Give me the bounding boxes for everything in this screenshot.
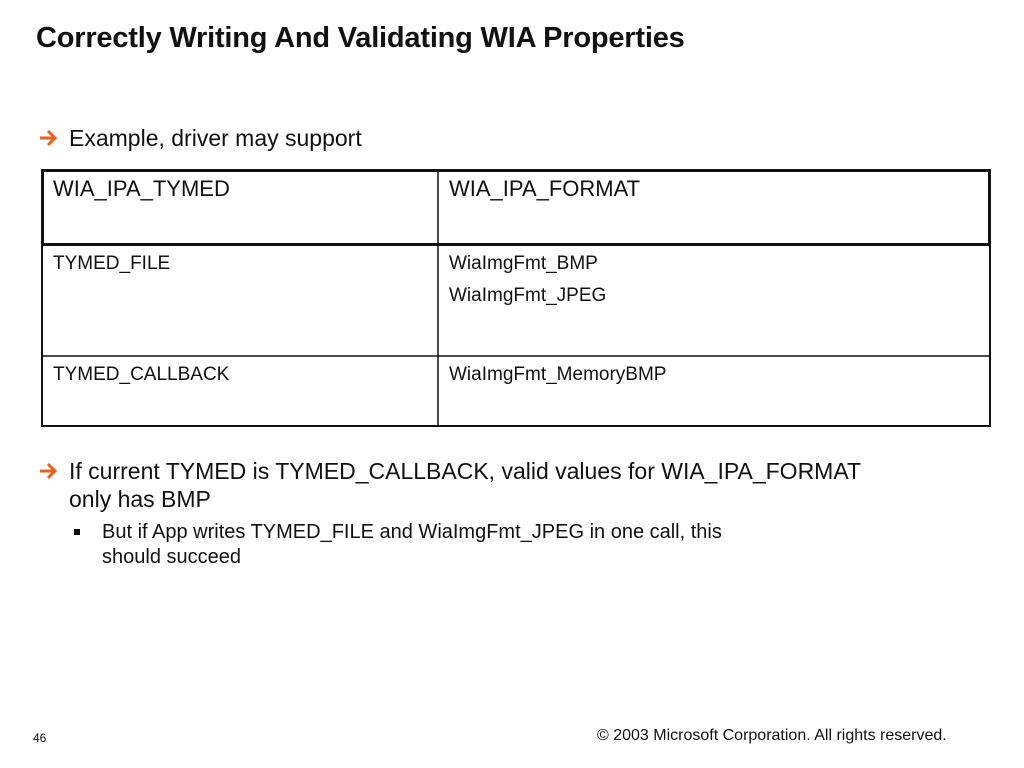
bullet-text-line: If current TYMED is TYMED_CALLBACK, valid values for WIA_IPA_FORMAT [69, 458, 862, 484]
bullet-text-line: only has BMP [69, 486, 211, 512]
table-cell-format: WiaImgFmt_MemoryBMP [449, 364, 667, 385]
bullet-text: Example, driver may support [69, 125, 362, 151]
page-number: 46 [33, 731, 47, 745]
arrow-right-icon [38, 457, 60, 485]
sub-bullet-text-line: But if App writes TYMED_FILE and WiaImgFmt_JPEG in one call, this [102, 521, 722, 543]
table-header-format: WIA_IPA_FORMAT [449, 176, 641, 201]
slide-title: Correctly Writing And Validating WIA Properties [36, 22, 685, 54]
arrow-right-icon [38, 124, 60, 152]
table-cell-tymed: TYMED_CALLBACK [53, 364, 230, 385]
sub-bullet-text-line: should succeed [102, 546, 241, 568]
copyright-notice: © 2003 Microsoft Corporation. All rights reserved. [597, 727, 947, 744]
table-cell-tymed: TYMED_FILE [53, 253, 171, 274]
square-bullet-icon [74, 529, 80, 535]
properties-table [41, 169, 991, 427]
table-cell-format: WiaImgFmt_JPEG [449, 285, 607, 306]
table-header-tymed: WIA_IPA_TYMED [53, 176, 230, 201]
table-cell-format: WiaImgFmt_BMP [449, 253, 598, 274]
